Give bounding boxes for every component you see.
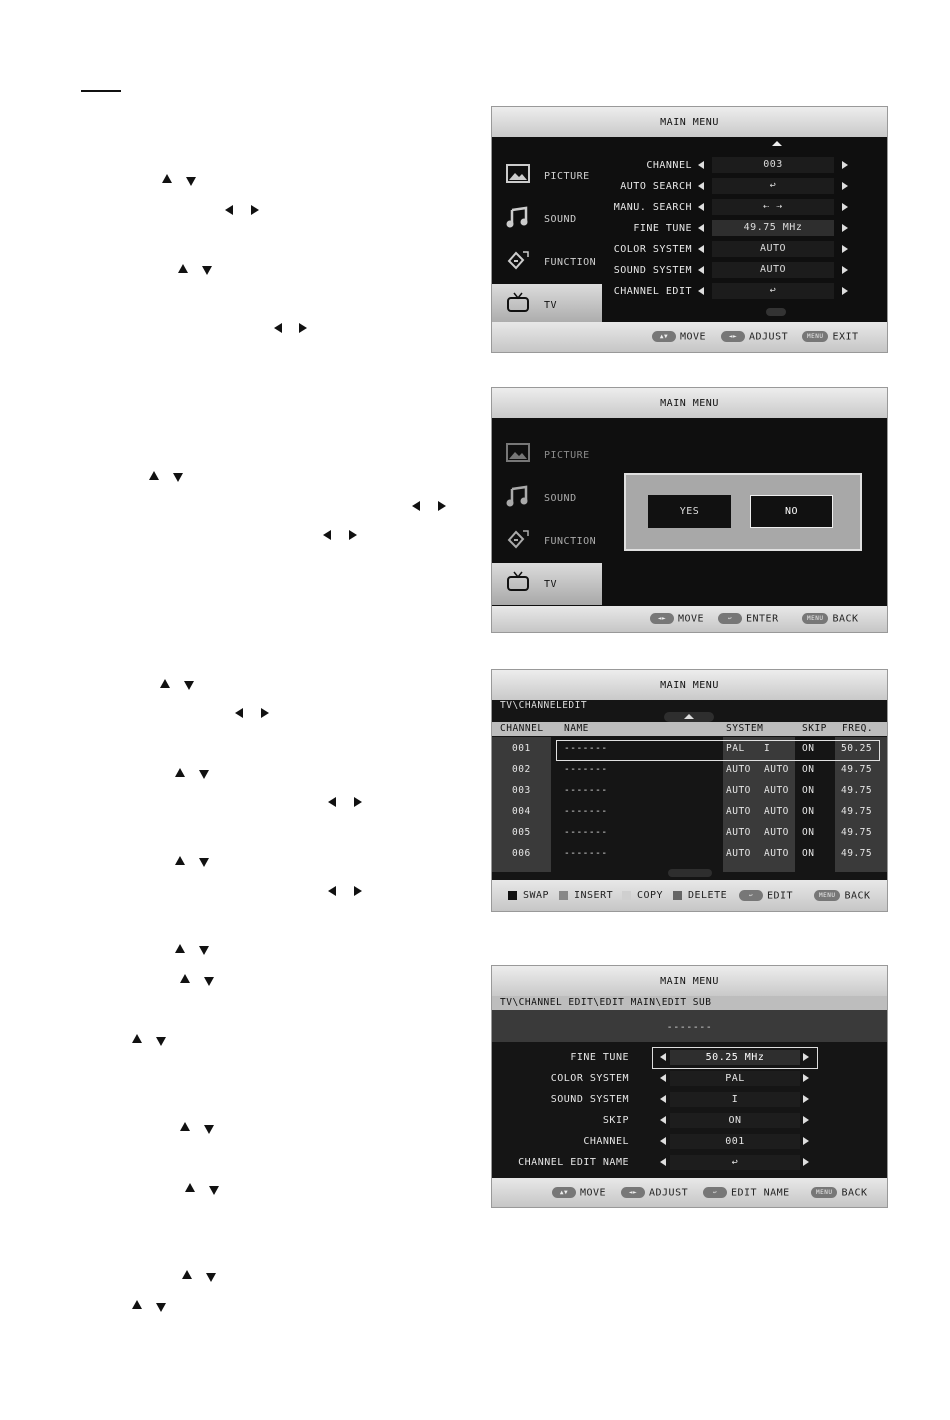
right-arrow-icon: [299, 323, 307, 333]
menu-title-bar: [492, 966, 887, 996]
skip-value: ON: [802, 806, 815, 817]
frequency-value: 49.75: [841, 764, 873, 775]
footer-hint: ↩ ENTER: [718, 613, 779, 625]
setting-label: FINE TUNE: [633, 223, 692, 234]
table-header: [492, 722, 887, 736]
right-arrow-icon[interactable]: [842, 245, 848, 253]
right-arrow-icon[interactable]: [803, 1158, 809, 1166]
up-arrow-icon: [149, 471, 159, 480]
setting-label: COLOR SYSTEM: [613, 244, 692, 255]
footer-hint: ↩ EDIT NAME: [703, 1187, 790, 1199]
left-arrow-icon: [328, 886, 336, 896]
left-arrow-icon: [323, 530, 331, 540]
up-arrow-icon: [162, 174, 172, 183]
edit-header-band: [492, 1010, 887, 1042]
breadcrumb: TV\CHANNELEDIT: [500, 700, 588, 711]
up-arrow-icon: [132, 1034, 142, 1043]
yes-button[interactable]: YES: [648, 495, 731, 528]
up-arrow-icon: [180, 974, 190, 983]
left-arrow-icon[interactable]: [698, 203, 704, 211]
column-header: FREQ.: [842, 723, 874, 734]
channel-number: 006: [512, 848, 531, 859]
skip-value: ON: [802, 827, 815, 838]
key-pill: ↩: [703, 1187, 727, 1198]
setting-label: SKIP: [602, 1115, 629, 1126]
music-note-icon: [506, 206, 530, 228]
color-system: AUTO: [726, 806, 751, 817]
setting-row-sound-system[interactable]: [492, 1090, 887, 1110]
table-row[interactable]: [492, 739, 887, 760]
setting-row-channel[interactable]: [492, 1132, 887, 1152]
setting-row-channel-edit[interactable]: [602, 282, 887, 302]
menu-title: MAIN MENU: [660, 398, 719, 409]
sound-system: AUTO: [764, 848, 789, 859]
footer-hint-bar: [492, 1178, 887, 1207]
swap-color-key: [508, 891, 517, 900]
channel-name: -------: [564, 764, 608, 775]
right-arrow-icon[interactable]: [803, 1116, 809, 1124]
left-arrow-icon: [328, 797, 336, 807]
table-row[interactable]: [492, 781, 887, 802]
skip-value: ON: [802, 848, 815, 859]
setting-row-fine-tune[interactable]: [492, 1048, 887, 1068]
left-arrow-icon[interactable]: [698, 245, 704, 253]
sound-system: AUTO: [764, 806, 789, 817]
sidebar-item-label: SOUND: [544, 493, 577, 504]
right-arrow-icon: [354, 886, 362, 896]
setting-label: CHANNEL EDIT NAME: [518, 1157, 629, 1168]
setting-row-fine-tune[interactable]: [602, 219, 887, 239]
color-system: AUTO: [726, 827, 751, 838]
sound-system: I: [764, 743, 771, 754]
sidebar-item-label: SOUND: [544, 214, 577, 225]
up-arrow-icon: [132, 1300, 142, 1309]
tv-menu-screenshot: [491, 669, 888, 912]
setting-label: AUTO SEARCH: [620, 181, 692, 192]
picture-icon: [506, 442, 530, 464]
menu-title: MAIN MENU: [660, 680, 719, 691]
channel-name: -------: [564, 785, 608, 796]
setting-label: SOUND SYSTEM: [550, 1094, 629, 1105]
key-pill: ◄►: [721, 331, 745, 342]
left-arrow-icon: [225, 205, 233, 215]
footer-hint: ◄► ADJUST: [621, 1187, 688, 1199]
table-row[interactable]: [492, 823, 887, 844]
left-arrow-icon[interactable]: [660, 1158, 666, 1166]
right-arrow-icon: [349, 530, 357, 540]
tv-icon: [506, 292, 530, 314]
setting-value: ↩: [712, 178, 834, 194]
setting-value: PAL: [670, 1071, 800, 1086]
setting-row-channel[interactable]: [602, 156, 887, 176]
down-arrow-icon: [209, 1186, 219, 1195]
scroll-down-icon: [668, 869, 712, 877]
left-arrow-icon[interactable]: [660, 1137, 666, 1145]
footer-hint: MENU BACK: [814, 890, 871, 902]
up-arrow-icon: [182, 1270, 192, 1279]
footer-hint-copy: COPY: [622, 890, 663, 901]
channel-number: 001: [512, 743, 531, 754]
sound-system: AUTO: [764, 764, 789, 775]
menu-title: MAIN MENU: [660, 976, 719, 987]
setting-label: CHANNEL: [646, 160, 692, 171]
key-pill: MENU: [802, 613, 828, 624]
setting-row-auto-search[interactable]: [602, 177, 887, 197]
key-pill: ◄►: [621, 1187, 645, 1198]
left-arrow-icon: [235, 708, 243, 718]
setting-label: SOUND SYSTEM: [613, 265, 692, 276]
column-header: SYSTEM: [726, 723, 764, 734]
insert-color-key: [559, 891, 568, 900]
footer-hint-bar: [492, 606, 887, 632]
footer-hint-swap: SWAP: [508, 890, 549, 901]
breadcrumb-bar: [492, 996, 887, 1010]
sound-system: AUTO: [764, 827, 789, 838]
setting-label: COLOR SYSTEM: [550, 1073, 629, 1084]
sidebar-item-label: TV: [544, 300, 558, 311]
down-arrow-icon: [204, 1125, 214, 1134]
footer-hint-delete: DELETE: [673, 890, 727, 901]
setting-value: I: [670, 1092, 800, 1107]
setting-label: CHANNEL EDIT: [613, 286, 692, 297]
up-arrow-icon: [175, 856, 185, 865]
left-arrow-icon[interactable]: [660, 1095, 666, 1103]
function-icon: [506, 528, 530, 550]
down-arrow-icon: [204, 977, 214, 986]
up-arrow-icon: [175, 768, 185, 777]
key-pill: MENU: [802, 331, 828, 342]
setting-label: MANU. SEARCH: [613, 202, 692, 213]
down-arrow-icon: [156, 1303, 166, 1312]
footer-hint: MENU BACK: [811, 1187, 868, 1199]
table-row[interactable]: [492, 844, 887, 865]
key-pill: ◄►: [650, 613, 674, 624]
setting-row-sound-system[interactable]: [602, 261, 887, 281]
left-arrow-icon[interactable]: [698, 224, 704, 232]
left-arrow-icon[interactable]: [698, 266, 704, 274]
setting-value: 003: [712, 157, 834, 173]
channel-name: -------: [564, 848, 608, 859]
right-arrow-icon[interactable]: [842, 287, 848, 295]
setting-row-color-system[interactable]: [492, 1069, 887, 1089]
color-system: AUTO: [726, 764, 751, 775]
sidebar-item-label: PICTURE: [544, 450, 590, 461]
up-arrow-icon: [185, 1183, 195, 1192]
left-arrow-icon[interactable]: [660, 1074, 666, 1082]
scroll-down-icon: [766, 308, 786, 316]
setting-row-manual-search[interactable]: [602, 198, 887, 218]
key-pill: MENU: [814, 890, 840, 901]
menu-title-bar: [492, 388, 887, 418]
section-heading-rule: [81, 90, 121, 92]
footer-hint: ▲▼ MOVE: [652, 331, 706, 343]
down-arrow-icon: [202, 266, 212, 275]
right-arrow-icon: [261, 708, 269, 718]
delete-color-key: [673, 891, 682, 900]
picture-icon: [506, 163, 530, 185]
copy-color-key: [622, 891, 631, 900]
scroll-up-icon: [664, 712, 714, 722]
channel-number: 004: [512, 806, 531, 817]
sidebar-item-label: TV: [544, 579, 558, 590]
skip-value: ON: [802, 764, 815, 775]
up-arrow-icon: [180, 1122, 190, 1131]
footer-hint-bar: [492, 322, 887, 352]
channel-name: -------: [564, 806, 608, 817]
down-arrow-icon: [199, 858, 209, 867]
frequency-value: 49.75: [841, 785, 873, 796]
table-row[interactable]: [492, 760, 887, 781]
footer-hint: ↩ EDIT: [739, 890, 793, 902]
left-arrow-icon[interactable]: [698, 182, 704, 190]
table-row[interactable]: [492, 802, 887, 823]
left-arrow-icon[interactable]: [660, 1116, 666, 1124]
channel-name-value: -------: [666, 1022, 713, 1033]
skip-value: ON: [802, 743, 815, 754]
tv-menu-screenshot: [491, 965, 888, 1208]
setting-row-channel-edit-name[interactable]: [492, 1153, 887, 1173]
setting-value: 49.75 MHz: [712, 220, 834, 236]
channel-name: -------: [564, 743, 608, 754]
color-system: PAL: [726, 743, 745, 754]
setting-value: AUTO: [712, 241, 834, 257]
footer-hint: ◄► MOVE: [650, 613, 704, 625]
channel-name: -------: [564, 827, 608, 838]
sidebar-item-sound[interactable]: [492, 477, 602, 519]
menu-title-bar: [492, 670, 887, 700]
setting-row-color-system[interactable]: [602, 240, 887, 260]
channel-number: 002: [512, 764, 531, 775]
tv-menu-screenshot: [491, 387, 888, 633]
column-header: SKIP: [802, 723, 827, 734]
down-arrow-icon: [156, 1037, 166, 1046]
footer-hint: MENU BACK: [802, 613, 859, 625]
up-arrow-icon: [160, 679, 170, 688]
left-arrow-icon: [412, 501, 420, 511]
right-arrow-icon: [251, 205, 259, 215]
setting-label: FINE TUNE: [570, 1052, 629, 1063]
right-arrow-icon[interactable]: [842, 203, 848, 211]
frequency-value: 50.25: [841, 743, 873, 754]
right-arrow-icon: [438, 501, 446, 511]
tv-menu-screenshot: [491, 106, 888, 353]
right-arrow-icon[interactable]: [803, 1074, 809, 1082]
channel-number: 005: [512, 827, 531, 838]
scroll-up-icon: [772, 141, 782, 146]
right-arrow-icon[interactable]: [842, 224, 848, 232]
right-arrow-icon[interactable]: [803, 1095, 809, 1103]
footer-hint-insert: INSERT: [559, 890, 613, 901]
no-button[interactable]: NO: [750, 495, 833, 528]
column-header: NAME: [564, 723, 589, 734]
color-system: AUTO: [726, 785, 751, 796]
confirm-dialog: [624, 473, 862, 551]
setting-value: ↩: [670, 1155, 800, 1170]
sidebar-item-tv[interactable]: [492, 284, 602, 326]
setting-value: 50.25 MHz: [670, 1050, 800, 1065]
setting-value: AUTO: [712, 262, 834, 278]
color-system: AUTO: [726, 848, 751, 859]
sidebar-item-label: FUNCTION: [544, 257, 597, 268]
function-icon: [506, 249, 530, 271]
footer-hint-bar: [492, 880, 887, 911]
setting-value: ⇠ ⇢: [712, 199, 834, 215]
footer-hint: ▲▼ MOVE: [552, 1187, 606, 1199]
channel-number: 003: [512, 785, 531, 796]
right-arrow-icon: [354, 797, 362, 807]
key-pill: ↩: [718, 613, 742, 624]
sidebar-item-function[interactable]: [492, 520, 602, 562]
key-pill: ▲▼: [552, 1187, 576, 1198]
footer-hint: MENU EXIT: [802, 331, 859, 343]
music-note-icon: [506, 485, 530, 507]
down-arrow-icon: [186, 177, 196, 186]
key-pill: ▲▼: [652, 331, 676, 342]
up-arrow-icon: [178, 264, 188, 273]
sidebar-item-function[interactable]: [492, 241, 602, 283]
down-arrow-icon: [199, 946, 209, 955]
right-arrow-icon[interactable]: [842, 161, 848, 169]
sidebar-item-label: PICTURE: [544, 171, 590, 182]
right-arrow-icon[interactable]: [803, 1053, 809, 1061]
sound-system: AUTO: [764, 785, 789, 796]
right-arrow-icon[interactable]: [842, 266, 848, 274]
breadcrumb: TV\CHANNEL EDIT\EDIT MAIN\EDIT SUB: [500, 997, 712, 1008]
sidebar-item-tv[interactable]: [492, 563, 602, 605]
left-arrow-icon: [274, 323, 282, 333]
setting-label: CHANNEL: [583, 1136, 629, 1147]
footer-hint: ◄► ADJUST: [721, 331, 788, 343]
setting-value: ON: [670, 1113, 800, 1128]
setting-row-skip[interactable]: [492, 1111, 887, 1131]
frequency-value: 49.75: [841, 806, 873, 817]
sidebar-item-sound[interactable]: [492, 198, 602, 240]
left-arrow-icon[interactable]: [660, 1053, 666, 1061]
sidebar-item-picture[interactable]: [492, 155, 602, 197]
menu-title-bar: [492, 107, 887, 137]
column-header: CHANNEL: [500, 723, 544, 734]
down-arrow-icon: [206, 1273, 216, 1282]
menu-title: MAIN MENU: [660, 117, 719, 128]
down-arrow-icon: [184, 681, 194, 690]
skip-value: ON: [802, 785, 815, 796]
left-arrow-icon[interactable]: [698, 161, 704, 169]
frequency-value: 49.75: [841, 827, 873, 838]
down-arrow-icon: [173, 473, 183, 482]
frequency-value: 49.75: [841, 848, 873, 859]
up-arrow-icon: [175, 944, 185, 953]
sidebar-item-label: FUNCTION: [544, 536, 597, 547]
key-pill: MENU: [811, 1187, 837, 1198]
right-arrow-icon[interactable]: [842, 182, 848, 190]
sidebar-item-picture[interactable]: [492, 434, 602, 476]
key-pill: ↩: [739, 890, 763, 901]
setting-value: 001: [670, 1134, 800, 1149]
down-arrow-icon: [199, 770, 209, 779]
left-arrow-icon[interactable]: [698, 287, 704, 295]
tv-icon: [506, 571, 530, 593]
right-arrow-icon[interactable]: [803, 1137, 809, 1145]
setting-value: ↩: [712, 283, 834, 299]
